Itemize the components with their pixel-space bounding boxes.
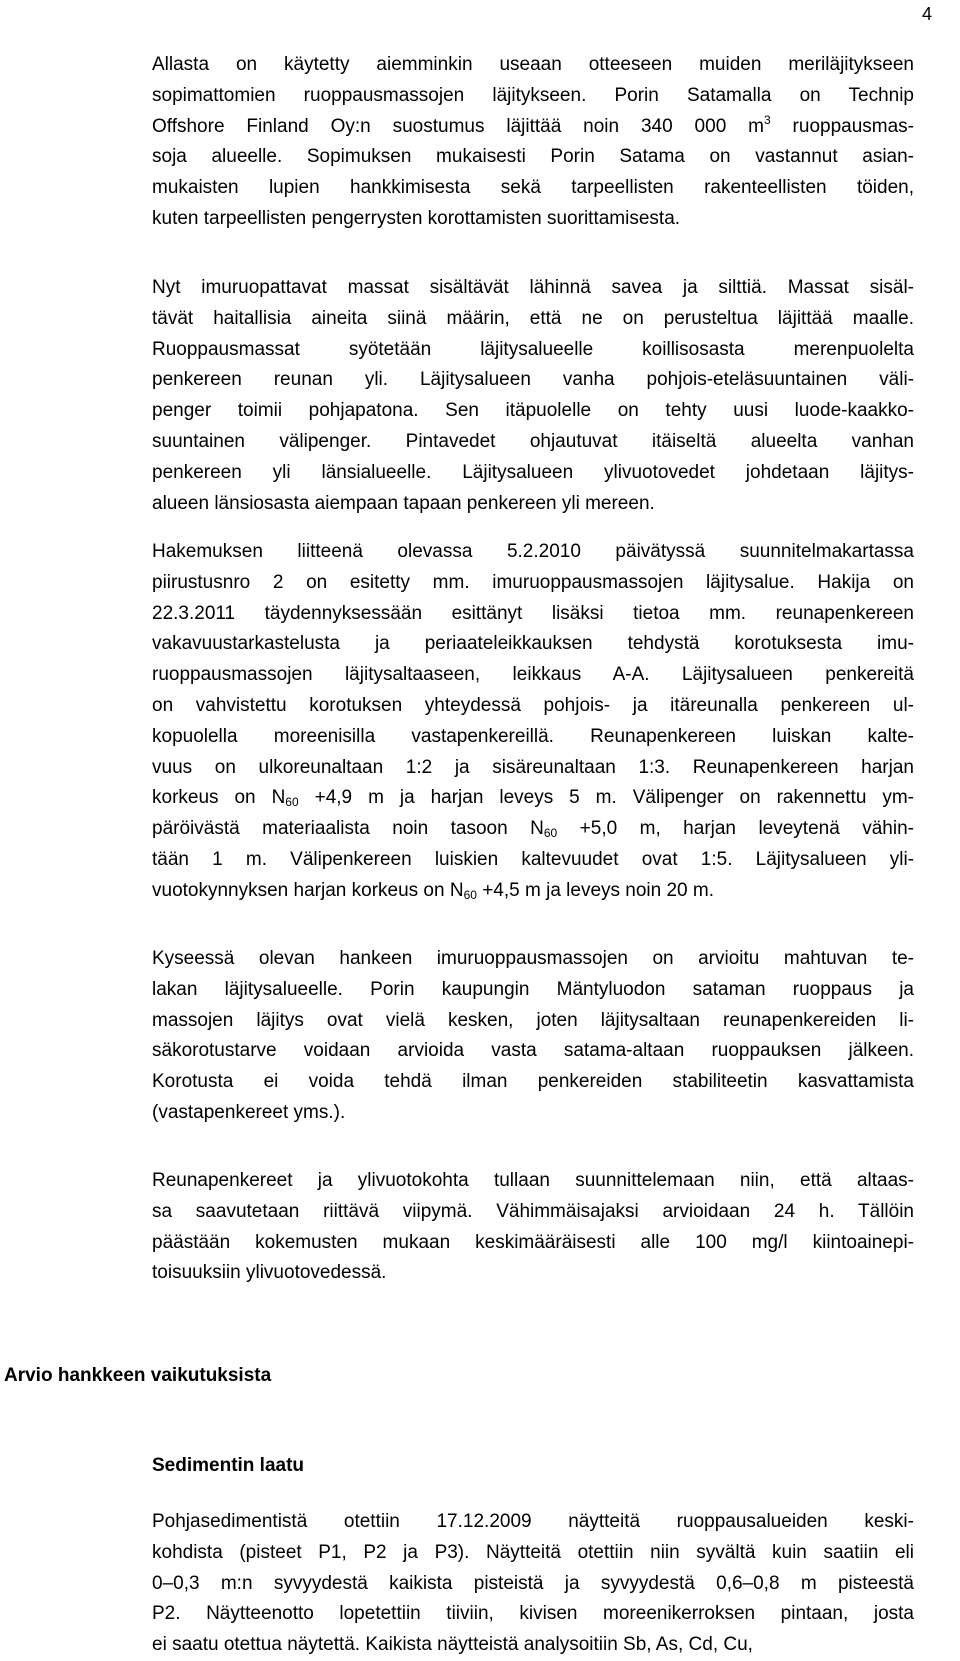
text-line: suuntainen välipenger. Pintavedet ohjautuvat itäiseltä alueelta vanhan <box>152 430 914 452</box>
text-line: toisuuksiin ylivuotovedessä. <box>152 1262 387 1284</box>
text-line: tään 1 m. Välipenkereen luiskien kaltevuudet ovat 1:5. Läjitysalueen yli- <box>152 848 914 870</box>
page-number: 4 <box>921 4 932 24</box>
text-line: vakavuustarkastelusta ja periaateleikkauksen tehdystä korotuksesta imu- <box>152 633 914 655</box>
paragraph-3 <box>152 537 914 907</box>
paragraph-text <box>152 944 914 1129</box>
text-line: korkeus on $N_{60} +4,9$ m ja harjan leveys 5 m. Välipenger on rakennettu ym- <box>152 787 914 810</box>
text-line: 0–0,3 m:n syvyydestä kaikista pisteistä ja syvyydestä 0,6–0,8 m pisteestä <box>152 1572 914 1594</box>
text-line: 22.3.2011 täydennyksessään esittänyt lisäksi tietoa mm. reunapenkereen <box>152 602 914 624</box>
paragraph-text <box>152 1166 914 1289</box>
paragraph-text <box>152 537 914 907</box>
text-line: Nyt imuruopattavat massat sisältävät lähinnä savea ja silttiä. Massat sisäl- <box>152 277 914 298</box>
text-line: Pohjasedimentistä otettiin 17.12.2009 näytteitä ruoppausalueiden keski- <box>152 1511 914 1532</box>
text-line: tävät haitallisia aineita siinä määrin, että ne on perusteltua läjittää maalle. <box>152 307 914 329</box>
text-line: ei saatu otettua näytettä. Kaikista näytteistä analysoitiin Sb, As, Cd, Cu, <box>152 1634 753 1656</box>
text-line: (vastapenkereet yms.). <box>152 1101 346 1123</box>
text-line: Reunapenkereet ja ylivuotokohta tullaan suunnittelemaan niin, että altaas- <box>152 1170 914 1191</box>
subsection-heading: Sedimentin laatu <box>152 1455 305 1476</box>
text-line: penkereen yli länsialueelle. Läjitysalueen ylivuotovedet johdetaan läjitys- <box>152 461 914 483</box>
paragraph-5 <box>152 1166 914 1289</box>
paragraph-2 <box>152 273 914 519</box>
text-line: lakan läjitysalueelle. Porin kaupungin Mäntyluodon sataman ruoppaus ja <box>152 978 914 1000</box>
text-line: penger toimii pohjapatona. Sen itäpuolelle on tehty uusi luode-kaakko- <box>152 400 914 422</box>
text-line: penkereen reunan yli. Läjitysalueen vanha pohjois-eteläsuuntainen väli- <box>152 369 914 391</box>
text-line: alueen länsiosasta aiempaan tapaan penkereen yli mereen. <box>152 492 655 514</box>
text-line: päröivästä materiaalista noin tasoon $N_{60} +5,0$ m, harjan leveytenä vähin- <box>152 818 914 841</box>
text-line: massojen läjitys ovat vielä kesken, joten läjitysaltaan reunapenkereiden li- <box>152 1009 914 1031</box>
paragraph-6 <box>152 1507 914 1661</box>
text-line: Allasta on käytetty aiemminkin useaan otteeseen muiden meriläjitykseen <box>152 54 914 75</box>
text-line: piirustusnro 2 on esitetty mm. imuruoppausmassojen läjitysalue. Hakija on <box>152 571 914 593</box>
text-line: Ruoppausmassat syötetään läjitysalueelle koillisosasta merenpuolelta <box>152 338 914 360</box>
text-line: kopuolella moreenisilla vastapenkereillä. Reunapenkereen luiskan kalte- <box>152 725 914 747</box>
text-line: vuotokynnyksen harjan korkeus on $N_{60} +4,5$ m ja leveys noin 20 m. <box>152 879 715 902</box>
text-line: säkorotustarve voidaan arvioida vasta satama-altaan ruoppauksen jälkeen. <box>152 1040 914 1062</box>
paragraph-text <box>152 273 914 519</box>
text-line: on vahvistettu korotuksen yhteydessä pohjois- ja itäreunalla penkereen ul- <box>152 694 914 716</box>
paragraph-text <box>152 1507 914 1661</box>
section-heading: Arvio hankkeen vaikutuksista <box>4 1365 272 1386</box>
text-line: soja alueelle. Sopimuksen mukaisesti Porin Satama on vastannut asian- <box>152 146 914 168</box>
text-line: P2. Näytteenotto lopetettiin tiiviin, kivisen moreenikerroksen pintaan, josta <box>152 1603 914 1625</box>
text-line: Kyseessä olevan hankeen imuruoppausmassojen on arvioitu mahtuvan te- <box>152 948 914 969</box>
text-line: ruoppausmassojen läjitysaltaaseen, leikkaus A-A. Läjitysalueen penkereitä <box>152 664 914 686</box>
text-line: kohdista (pisteet P1, P2 ja P3). Näytteitä otettiin niin syvältä kuin saatiin eli <box>152 1541 914 1563</box>
text-line: päästään kokemusten mukaan keskimääräisesti alle 100 mg/l kiintoainepi- <box>152 1231 914 1253</box>
paragraph-text <box>152 50 914 235</box>
text-line: Korotusta ei voida tehdä ilman penkereiden stabiliteetin kasvattamista <box>152 1071 914 1093</box>
paragraph-4 <box>152 944 914 1129</box>
text-line: sopimattomien ruoppausmassojen läjitykseen. Porin Satamalla on Technip <box>152 84 914 106</box>
text-line: Hakemuksen liitteenä olevassa 5.2.2010 päivätyssä suunnitelmakartassa <box>152 541 914 562</box>
paragraph-1 <box>152 50 914 235</box>
text-line: kuten tarpeellisten pengerrysten korottamisten suorittamisesta. <box>152 207 681 229</box>
text-line: sa saavutetaan riittävä viipymä. Vähimmäisajaksi arvioidaan 24 h. Tällöin <box>152 1200 914 1222</box>
text-line: Offshore Finland Oy:n suostumus läjittää noin 340 000 $m^3$ ruoppausmas- <box>152 112 915 137</box>
text-line: vuus on ulkoreunaltaan 1:2 ja sisäreunaltaan 1:3. Reunapenkereen harjan <box>152 756 914 778</box>
text-line: mukaisten lupien hankkimisesta sekä tarpeellisten rakenteellisten töiden, <box>152 177 914 199</box>
